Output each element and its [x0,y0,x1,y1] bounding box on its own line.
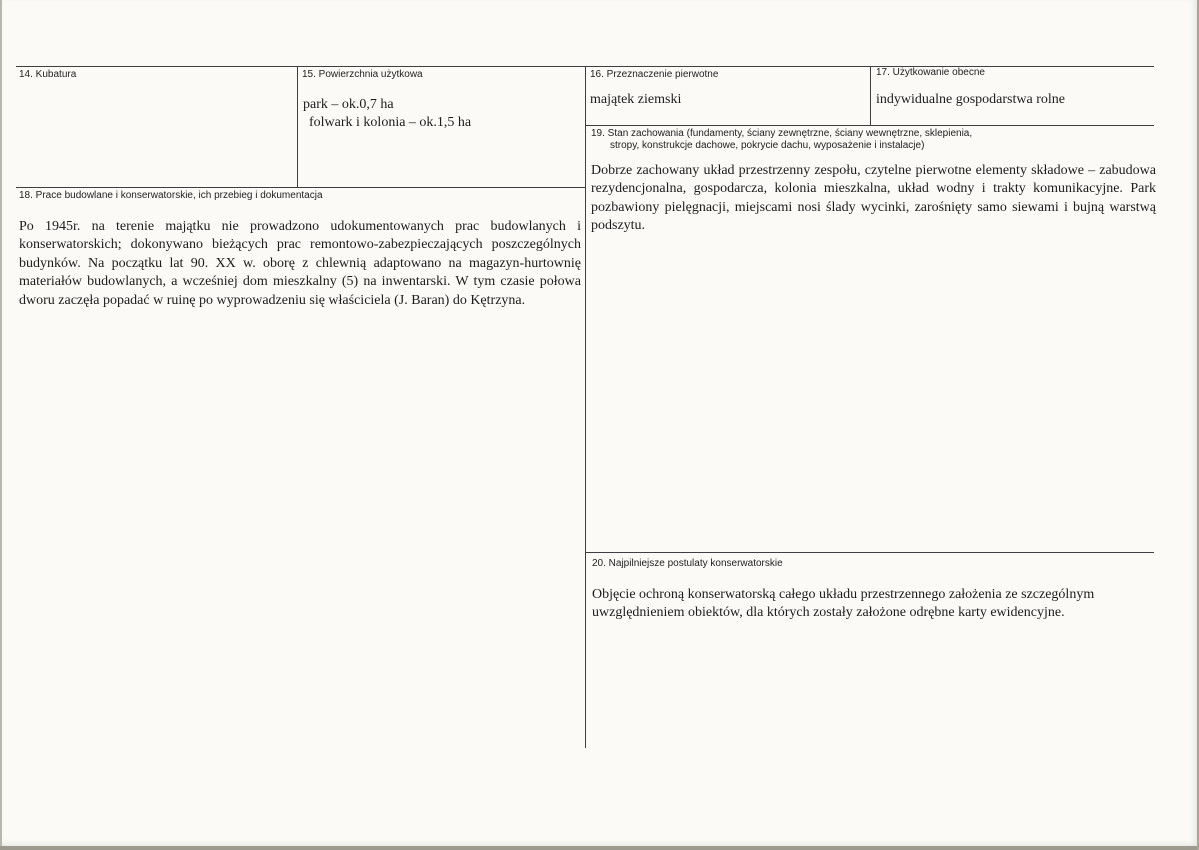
field-20-text: Objęcie ochroną konserwatorską całego układu przestrzennego założenia ze szczególnym uwzględnieniem obiektów, dla których zostały założone odrębne karty ewidencyjne. [592,587,1095,621]
field-16-value: majątek ziemski [590,92,682,107]
field-16-label: 16. Przeznaczenie pierwotne [590,69,719,80]
rule-above-20 [585,552,1154,553]
field-20-label: 20. Najpilniejsze postulaty konserwatorskie [592,558,783,569]
field-15-label: 15. Powierzchnia użytkowa [302,69,423,80]
field-17-value: indywidualne gospodarstwa rolne [876,92,1065,107]
field-19-label-continued: stropy, konstrukcje dachowe, pokrycie dachu, wyposażenie i instalacje) [610,140,925,151]
field-18-label: 18. Prace budowlane i konserwatorskie, ich przebieg i dokumentacja [19,190,323,201]
rule-below-16-17 [585,125,1154,126]
card-shadow-bottom [0,846,1199,850]
record-card [2,0,1197,846]
field-19-text: Dobrze zachowany układ przestrzenny zespołu, czytelne pierwotne elementy składowe – zabudowa rezydencjonalna, gospodarcza, kolonia mieszkalna, układ wodny i trakty komunikacyjne. Park pozbawiony pielęgnacji, miejscami nosi ślady wycinki, zarośnięty samo siewami i bujną warstwą podszytu. [591,163,1156,234]
center-divider [585,66,586,748]
divider-14-15 [297,66,298,187]
field-15-farm-area: folwark i kolonia – ok.1,5 ha [309,115,472,130]
field-17-label: 17. Użytkowanie obecne [876,67,985,78]
field-18-text: Po 1945r. na terenie majątku nie prowadzono udokumentowanych prac budowlanych i konserwatorskich; dokonywano bieżących prac remontowo-zabezpieczających poszczególnych budynków. Na początku lat 90. XX w. oborę z chlewnią adaptowano na magazyn-hurtownię materiałów budowlanych, a wcześniej dom mieszkalny (5) na inwentarski. W tym czasie połowa dworu zaczęła popadać w ruinę po wyprowadzeniu się właściciela (J. Baran) do Kętrzyna. [19,219,581,308]
field-19-label: 19. Stan zachowania (fundamenty, ściany zewnętrzne, ściany wewnętrzne, sklepienia, [591,128,973,139]
field-15-park-area: park – ok.0,7 ha [303,97,394,112]
field-14-label: 14. Kubatura [19,69,77,80]
divider-16-17 [870,66,871,125]
rule-above-18 [16,187,585,188]
